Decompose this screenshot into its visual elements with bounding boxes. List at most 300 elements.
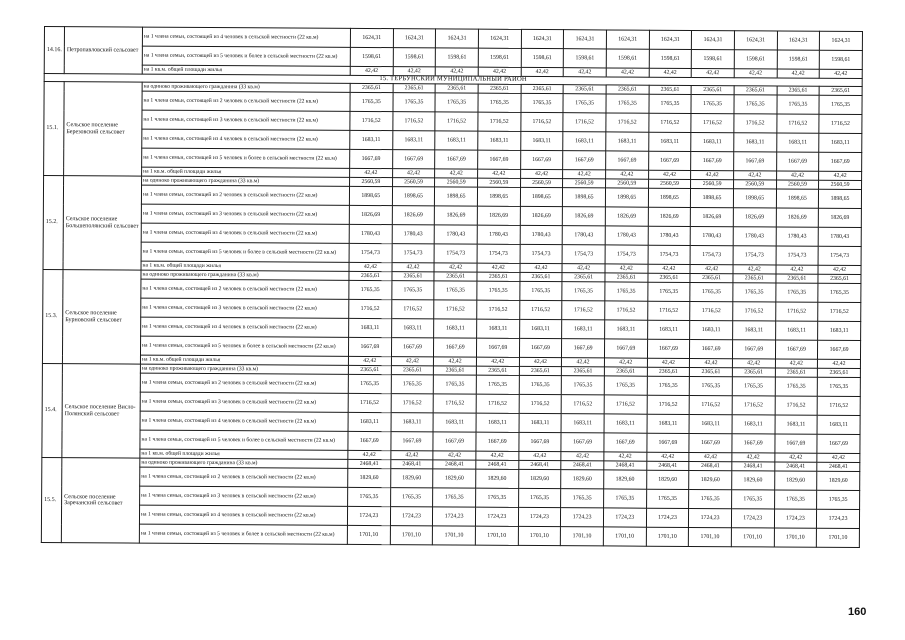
rate-value-cell: 1598,61: [649, 49, 692, 68]
rate-value-cell: 1898,65: [733, 189, 776, 208]
rate-value-cell: 42,42: [649, 68, 692, 77]
rate-value-cell: 1667,69: [690, 339, 733, 358]
rate-value-cell: 1765,35: [817, 377, 860, 396]
rate-value-cell: 1716,52: [817, 396, 860, 415]
rate-value-cell: 2365,61: [392, 272, 435, 281]
rate-value-cell: 1754,73: [776, 246, 819, 265]
rate-value-cell: 42,42: [817, 453, 860, 462]
rate-description: на 1 члена семьи, состоящей из 2 человек в сельской местности (22 кв.м): [140, 467, 348, 487]
settlement-code: 14.16.: [44, 27, 64, 74]
rate-value-cell: 2365,61: [478, 84, 521, 93]
rate-value-cell: 42,42: [562, 264, 605, 273]
rate-value-cell: 2365,61: [818, 274, 861, 283]
rate-value-cell: 42,42: [435, 169, 478, 178]
rate-value-cell: 42,42: [519, 357, 562, 366]
rate-value-cell: 1667,69: [563, 151, 606, 170]
rate-value-cell: 1667,69: [647, 433, 690, 452]
rate-value-cell: 42,42: [478, 169, 521, 178]
rate-value-cell: 1765,35: [477, 281, 520, 300]
rate-value-cell: 1716,52: [648, 113, 691, 132]
rate-value-cell: 1683,11: [477, 319, 520, 338]
rate-value-cell: 1667,69: [519, 338, 562, 357]
rate-value-cell: 1780,43: [349, 224, 392, 243]
rate-description: на 1 члена семьи, состоящей из 2 человек в сельской местности (22 кв.м): [140, 373, 348, 393]
rate-value-cell: 42,42: [393, 67, 436, 76]
rate-value-cell: 42,42: [391, 451, 434, 460]
rate-description: на 1 члена семьи, состоящей из 4 человек в сельской местности (22 кв.м): [141, 317, 349, 337]
rate-description: на 1 члена семьи, состоящей из 4 человек в сельской местности (22 кв.м): [141, 223, 349, 243]
settlement-name: Сельское поселение Большеполянский сельсовет: [63, 176, 142, 270]
rate-value-cell: 1667,69: [606, 151, 649, 170]
rate-value-cell: 1754,73: [562, 245, 605, 264]
rate-value-cell: 2365,61: [647, 367, 690, 376]
rate-value-cell: 1701,10: [603, 527, 646, 546]
rate-value-cell: 1826,69: [520, 206, 563, 225]
rate-value-cell: 42,42: [819, 171, 862, 180]
rate-description: на 1 кв.м. общей площади жилья: [140, 355, 348, 365]
rate-value-cell: 1716,52: [689, 395, 732, 414]
region-title: 15. ТЕРБУНСКИЙ МУНИЦИПАЛЬНЫЙ РАЙОН: [44, 74, 862, 87]
rate-value-cell: 1898,65: [819, 189, 862, 208]
rate-value-cell: 1765,35: [775, 283, 818, 302]
rate-value-cell: 1765,35: [561, 489, 604, 508]
rate-value-cell: 1716,52: [734, 114, 777, 133]
rate-value-cell: 2560,59: [776, 180, 819, 189]
rate-value-cell: 1683,11: [478, 131, 521, 150]
rate-value-cell: 1667,69: [391, 338, 434, 357]
rate-value-cell: 1667,69: [348, 431, 391, 450]
rate-description: на одиноко проживающего гражданина (33 кв.м): [140, 364, 348, 374]
rate-value-cell: 42,42: [348, 450, 391, 459]
rate-value-cell: 42,42: [648, 170, 691, 179]
rate-description: на 1 члена семьи, состоящей из 2 человек в сельской местности (22 кв.м): [141, 279, 349, 299]
rate-value-cell: 1754,73: [434, 244, 477, 263]
rate-value-cell: 2468,41: [732, 462, 775, 471]
rate-value-cell: 1667,69: [520, 150, 563, 169]
rate-value-cell: 2365,61: [776, 274, 819, 283]
rate-value-cell: 1667,69: [562, 339, 605, 358]
rate-value-cell: 42,42: [775, 359, 818, 368]
rate-value-cell: 2365,61: [393, 84, 436, 93]
rate-value-cell: 1716,52: [775, 302, 818, 321]
rate-value-cell: 2468,41: [476, 460, 519, 469]
rate-value-cell: 42,42: [606, 170, 649, 179]
rate-value-cell: 1701,10: [646, 527, 689, 546]
rate-value-cell: 2365,61: [476, 366, 519, 375]
rate-value-cell: 1765,35: [647, 282, 690, 301]
rate-value-cell: 42,42: [606, 68, 649, 77]
rate-value-cell: 1829,60: [348, 468, 391, 487]
rate-value-cell: 42,42: [348, 356, 391, 365]
page-number: 160: [848, 606, 867, 618]
rate-value-cell: 1724,23: [689, 508, 732, 527]
rate-value-cell: 1667,69: [691, 151, 734, 170]
rate-value-cell: 1701,10: [347, 525, 390, 544]
rate-value-cell: 2468,41: [390, 460, 433, 469]
rate-value-cell: 1667,69: [817, 434, 860, 453]
rate-value-cell: 1716,52: [350, 111, 393, 130]
rate-value-cell: 1667,69: [689, 433, 732, 452]
rate-value-cell: 2365,61: [434, 366, 477, 375]
rate-value-cell: 1826,69: [392, 206, 435, 225]
rate-value-cell: 42,42: [646, 452, 689, 461]
rate-value-cell: 1724,23: [603, 508, 646, 527]
rate-value-cell: 1716,52: [606, 113, 649, 132]
rate-value-cell: 1683,11: [350, 130, 393, 149]
rate-value-cell: 2560,59: [819, 180, 862, 189]
rate-value-cell: 1765,35: [731, 490, 774, 509]
rate-value-cell: 1765,35: [562, 282, 605, 301]
rate-value-cell: 2560,59: [477, 178, 520, 187]
rate-value-cell: 42,42: [476, 451, 519, 460]
rate-description: на одиноко проживающего гражданина (33 кв.м): [141, 270, 349, 280]
rate-value-cell: 1724,23: [731, 509, 774, 528]
settlement-name: Сельское поселение Березовский сельсовет: [64, 82, 143, 176]
rate-value-cell: 42,42: [391, 357, 434, 366]
rate-value-cell: 1829,60: [390, 469, 433, 488]
rate-value-cell: 1754,73: [648, 245, 691, 264]
rate-value-cell: 42,42: [561, 452, 604, 461]
rate-value-cell: 1683,11: [391, 319, 434, 338]
rate-value-cell: 1829,60: [646, 470, 689, 489]
rate-value-cell: 1826,69: [563, 207, 606, 226]
rate-value-cell: 1683,11: [605, 320, 648, 339]
rate-value-cell: 42,42: [776, 171, 819, 180]
rate-value-cell: 1624,31: [521, 29, 564, 48]
rate-value-cell: 42,42: [604, 452, 647, 461]
rate-value-cell: 2365,61: [562, 367, 605, 376]
rate-value-cell: 1667,69: [561, 433, 604, 452]
rate-value-cell: 1780,43: [776, 227, 819, 246]
rate-value-cell: 1829,60: [732, 471, 775, 490]
rate-value-cell: 2365,61: [435, 84, 478, 93]
rate-value-cell: 1716,52: [433, 394, 476, 413]
rate-value-cell: 1683,11: [647, 320, 690, 339]
rate-value-cell: 1765,35: [391, 281, 434, 300]
rate-value-cell: 1765,35: [391, 375, 434, 394]
rate-value-cell: 42,42: [776, 265, 819, 274]
rate-value-cell: 42,42: [690, 358, 733, 367]
rate-value-cell: 1701,10: [774, 528, 817, 547]
rate-value-cell: 1624,31: [393, 29, 436, 48]
rate-value-cell: 1754,73: [349, 243, 392, 262]
rate-value-cell: 1765,35: [476, 488, 519, 507]
rate-value-cell: 1724,23: [347, 506, 390, 525]
rate-value-cell: 1683,11: [647, 414, 690, 433]
rate-value-cell: 1598,61: [606, 49, 649, 68]
rate-value-cell: 2365,61: [606, 85, 649, 94]
rate-value-cell: 1826,69: [819, 208, 862, 227]
rate-value-cell: 1898,65: [435, 187, 478, 206]
settlement-code: 15.5.: [41, 457, 62, 542]
rate-value-cell: 1765,35: [733, 283, 776, 302]
rate-description: на 1 члена семьи, состоящей из 4 человек в сельской местности (22 кв.м): [139, 505, 347, 525]
rate-value-cell: 1683,11: [606, 132, 649, 151]
rate-value-cell: 1716,52: [818, 302, 861, 321]
rate-value-cell: 1826,69: [691, 207, 734, 226]
rate-value-cell: 2365,61: [562, 273, 605, 282]
rate-value-cell: 1624,31: [350, 28, 393, 47]
rate-value-cell: 2365,61: [649, 85, 692, 94]
rate-value-cell: 2365,61: [391, 366, 434, 375]
rate-value-cell: 2365,61: [348, 365, 391, 374]
rate-value-cell: 1898,65: [648, 188, 691, 207]
rate-value-cell: 1754,73: [477, 244, 520, 263]
rate-value-cell: 1624,31: [436, 29, 479, 48]
rate-value-cell: 1683,11: [604, 414, 647, 433]
rate-value-cell: 1898,65: [605, 188, 648, 207]
rate-value-cell: 1683,11: [520, 131, 563, 150]
rate-value-cell: 1780,43: [605, 226, 648, 245]
rate-value-cell: 1683,11: [776, 133, 819, 152]
rate-value-cell: 1667,69: [435, 150, 478, 169]
rate-value-cell: 1683,11: [519, 319, 562, 338]
rate-value-cell: 1826,69: [435, 206, 478, 225]
rate-value-cell: 2365,61: [434, 272, 477, 281]
rate-value-cell: 1701,10: [689, 527, 732, 546]
rate-value-cell: 2560,59: [350, 177, 393, 186]
rate-value-cell: 1716,52: [733, 302, 776, 321]
rate-value-cell: 1724,23: [390, 507, 433, 526]
rate-value-cell: 1716,52: [819, 114, 862, 133]
rate-value-cell: 1826,69: [733, 208, 776, 227]
settlement-name: Сельское поселение Висло-Полянский сельсовет: [62, 364, 141, 458]
rate-value-cell: 2468,41: [646, 461, 689, 470]
rate-value-cell: 1667,69: [391, 432, 434, 451]
rate-value-cell: 2468,41: [689, 461, 732, 470]
rate-value-cell: 1829,60: [817, 471, 860, 490]
rate-value-cell: 1701,10: [433, 526, 476, 545]
rate-value-cell: 1683,11: [434, 319, 477, 338]
rate-value-cell: 1780,43: [818, 227, 861, 246]
rate-value-cell: 1754,73: [733, 246, 776, 265]
rate-value-cell: 42,42: [392, 263, 435, 272]
settlement-code: 15.4.: [42, 363, 63, 457]
rate-value-cell: 1765,35: [518, 488, 561, 507]
rate-value-cell: 42,42: [521, 67, 564, 76]
rate-value-cell: 2468,41: [433, 460, 476, 469]
settlement-code: 15.3.: [42, 269, 63, 363]
rate-value-cell: 1624,31: [692, 30, 735, 49]
rate-value-cell: 42,42: [436, 67, 479, 76]
rate-value-cell: 1780,43: [690, 226, 733, 245]
rate-value-cell: 2365,61: [519, 366, 562, 375]
rate-value-cell: 42,42: [690, 264, 733, 273]
rate-value-cell: 2365,61: [690, 273, 733, 282]
rate-value-cell: 1754,73: [392, 244, 435, 263]
rate-value-cell: 1765,35: [649, 94, 692, 113]
rate-value-cell: 1765,35: [605, 282, 648, 301]
rate-value-cell: 1829,60: [604, 470, 647, 489]
rate-value-cell: 42,42: [563, 170, 606, 179]
rate-value-cell: 1683,11: [732, 415, 775, 434]
rate-value-cell: 1701,10: [561, 527, 604, 546]
rate-value-cell: 2365,61: [732, 368, 775, 377]
rate-value-cell: 1898,65: [349, 186, 392, 205]
rate-value-cell: 1701,10: [475, 526, 518, 545]
rate-value-cell: 1716,52: [435, 112, 478, 131]
rate-value-cell: 1716,52: [775, 396, 818, 415]
rate-value-cell: 1716,52: [349, 299, 392, 318]
rate-value-cell: 1716,52: [519, 300, 562, 319]
rate-value-cell: 1667,69: [478, 150, 521, 169]
rate-value-cell: 1765,35: [819, 95, 862, 114]
rate-value-cell: 1780,43: [477, 225, 520, 244]
rate-value-cell: 1667,69: [774, 434, 817, 453]
rate-value-cell: 1683,11: [818, 321, 861, 340]
rate-value-cell: 42,42: [518, 451, 561, 460]
rate-value-cell: 1667,69: [732, 434, 775, 453]
rate-value-cell: 42,42: [562, 358, 605, 367]
rate-value-cell: 1716,52: [520, 112, 563, 131]
rate-value-cell: 1765,35: [732, 377, 775, 396]
rate-value-cell: 1765,35: [777, 95, 820, 114]
rate-value-cell: 42,42: [732, 453, 775, 462]
rate-value-cell: 1724,23: [774, 509, 817, 528]
rate-value-cell: 1624,31: [820, 31, 863, 50]
rate-value-cell: 1765,35: [476, 375, 519, 394]
rate-value-cell: 1667,69: [819, 152, 862, 171]
rate-value-cell: 1765,35: [690, 282, 733, 301]
rate-value-cell: 1716,52: [476, 394, 519, 413]
rate-value-cell: 1765,35: [646, 489, 689, 508]
rate-value-cell: 1780,43: [392, 225, 435, 244]
rate-value-cell: 1598,61: [436, 48, 479, 67]
rate-value-cell: 1754,73: [690, 245, 733, 264]
rate-value-cell: 42,42: [478, 67, 521, 76]
rate-value-cell: 2468,41: [348, 459, 391, 468]
rate-value-cell: 42,42: [476, 357, 519, 366]
rate-value-cell: 1716,52: [434, 300, 477, 319]
rate-description: на 1 кв.м. общей площади жилья: [140, 449, 348, 459]
rate-value-cell: 1780,43: [434, 225, 477, 244]
rate-value-cell: 1898,65: [477, 187, 520, 206]
rate-value-cell: 1765,35: [433, 488, 476, 507]
rate-value-cell: 1701,10: [817, 528, 860, 547]
rate-value-cell: 1780,43: [648, 226, 691, 245]
rate-value-cell: 1829,60: [689, 470, 732, 489]
rate-value-cell: 1724,23: [518, 507, 561, 526]
rate-value-cell: 1765,35: [348, 487, 391, 506]
rate-value-cell: 1716,52: [604, 395, 647, 414]
rate-value-cell: 1724,23: [646, 508, 689, 527]
rate-description: на 1 члена семьи, состоящей из 5 человек и более в сельской местности (22 кв.м): [140, 336, 348, 356]
rate-value-cell: 1598,61: [350, 47, 393, 66]
rate-value-cell: 1667,69: [648, 151, 691, 170]
rate-value-cell: 42,42: [777, 69, 820, 78]
rate-value-cell: 2365,61: [819, 86, 862, 95]
rate-value-cell: 1667,69: [392, 150, 435, 169]
rate-value-cell: 1683,11: [562, 320, 605, 339]
rate-value-cell: 1716,52: [776, 114, 819, 133]
rate-value-cell: 1716,52: [605, 301, 648, 320]
rate-value-cell: 1667,69: [776, 152, 819, 171]
rate-value-cell: 42,42: [734, 69, 777, 78]
rate-value-cell: 1724,23: [561, 508, 604, 527]
rate-value-cell: 1765,35: [348, 374, 391, 393]
settlement-name: Сельское поселение Бурновский сельсовет: [62, 270, 141, 364]
rate-value-cell: 2365,61: [777, 86, 820, 95]
rate-value-cell: 1765,35: [390, 488, 433, 507]
rate-value-cell: 42,42: [563, 68, 606, 77]
rate-description: на 1 члена семьи, состоящей из 5 человек и более в сельской местности (22 кв.м): [140, 430, 348, 450]
rate-value-cell: 1683,11: [775, 415, 818, 434]
rate-value-cell: 42,42: [818, 359, 861, 368]
rate-value-cell: 1716,52: [477, 300, 520, 319]
rate-value-cell: 1765,35: [817, 490, 860, 509]
rate-value-cell: 1716,52: [647, 301, 690, 320]
rate-value-cell: 1724,23: [433, 507, 476, 526]
rate-value-cell: 1683,11: [392, 131, 435, 150]
rate-value-cell: 1716,52: [563, 113, 606, 132]
rate-value-cell: 1683,11: [819, 133, 862, 152]
rate-value-cell: 1716,52: [562, 301, 605, 320]
rate-value-cell: 1765,35: [775, 377, 818, 396]
rate-value-cell: 1683,11: [349, 318, 392, 337]
rate-value-cell: 42,42: [604, 358, 647, 367]
rate-table: [41, 26, 863, 548]
rate-value-cell: 1829,60: [518, 469, 561, 488]
rate-value-cell: 2365,61: [477, 272, 520, 281]
rate-description: на одиноко проживающего гражданина (33 кв.м): [140, 458, 348, 468]
rate-value-cell: 1667,69: [647, 339, 690, 358]
rate-value-cell: 1826,69: [648, 207, 691, 226]
rate-value-cell: 42,42: [392, 169, 435, 178]
rate-value-cell: 1667,69: [604, 339, 647, 358]
rate-value-cell: 1724,23: [475, 507, 518, 526]
rate-value-cell: 1765,35: [434, 375, 477, 394]
rate-value-cell: 1624,31: [606, 30, 649, 49]
rate-value-cell: 1780,43: [733, 227, 776, 246]
rate-value-cell: 1667,69: [519, 432, 562, 451]
rate-value-cell: 42,42: [733, 265, 776, 274]
rate-value-cell: 1829,60: [476, 469, 519, 488]
rate-value-cell: 1667,69: [604, 433, 647, 452]
rate-value-cell: 1683,11: [563, 132, 606, 151]
rate-value-cell: 42,42: [774, 453, 817, 462]
rate-value-cell: 2365,61: [733, 274, 776, 283]
rate-value-cell: 1765,35: [647, 376, 690, 395]
rate-value-cell: 2365,61: [520, 272, 563, 281]
rate-value-cell: 1826,69: [477, 206, 520, 225]
rate-value-cell: 1683,11: [691, 132, 734, 151]
rate-value-cell: 1598,61: [734, 50, 777, 69]
rate-value-cell: 1598,61: [777, 50, 820, 69]
rate-value-cell: 1683,11: [817, 415, 860, 434]
rate-description: на 1 члена семьи, состоящей из 3 человек в сельской местности (22 кв.м): [140, 392, 348, 412]
rate-value-cell: 1765,35: [434, 281, 477, 300]
settlement-code: 15.1.: [44, 82, 65, 176]
rate-value-cell: 2468,41: [774, 462, 817, 471]
rate-value-cell: 1683,11: [689, 414, 732, 433]
rate-value-cell: 2560,59: [563, 179, 606, 188]
rate-value-cell: 2365,61: [604, 367, 647, 376]
rate-value-cell: 1829,60: [561, 470, 604, 489]
rate-value-cell: 1683,11: [561, 414, 604, 433]
rate-value-cell: 1716,52: [478, 112, 521, 131]
rate-value-cell: 42,42: [350, 66, 393, 75]
rate-value-cell: 42,42: [605, 264, 648, 273]
rate-value-cell: 2468,41: [561, 461, 604, 470]
rate-description: на 1 члена семьи, состоящей из 5 человек и более в сельской местности (22 кв.м): [142, 148, 350, 168]
rate-value-cell: 1716,52: [348, 393, 391, 412]
rate-value-cell: 42,42: [434, 263, 477, 272]
rate-value-cell: 1598,61: [692, 49, 735, 68]
rate-value-cell: 1724,23: [817, 509, 860, 528]
rate-value-cell: 1765,35: [393, 93, 436, 112]
rate-value-cell: 1624,31: [777, 31, 820, 50]
rate-value-cell: 2560,59: [435, 178, 478, 187]
